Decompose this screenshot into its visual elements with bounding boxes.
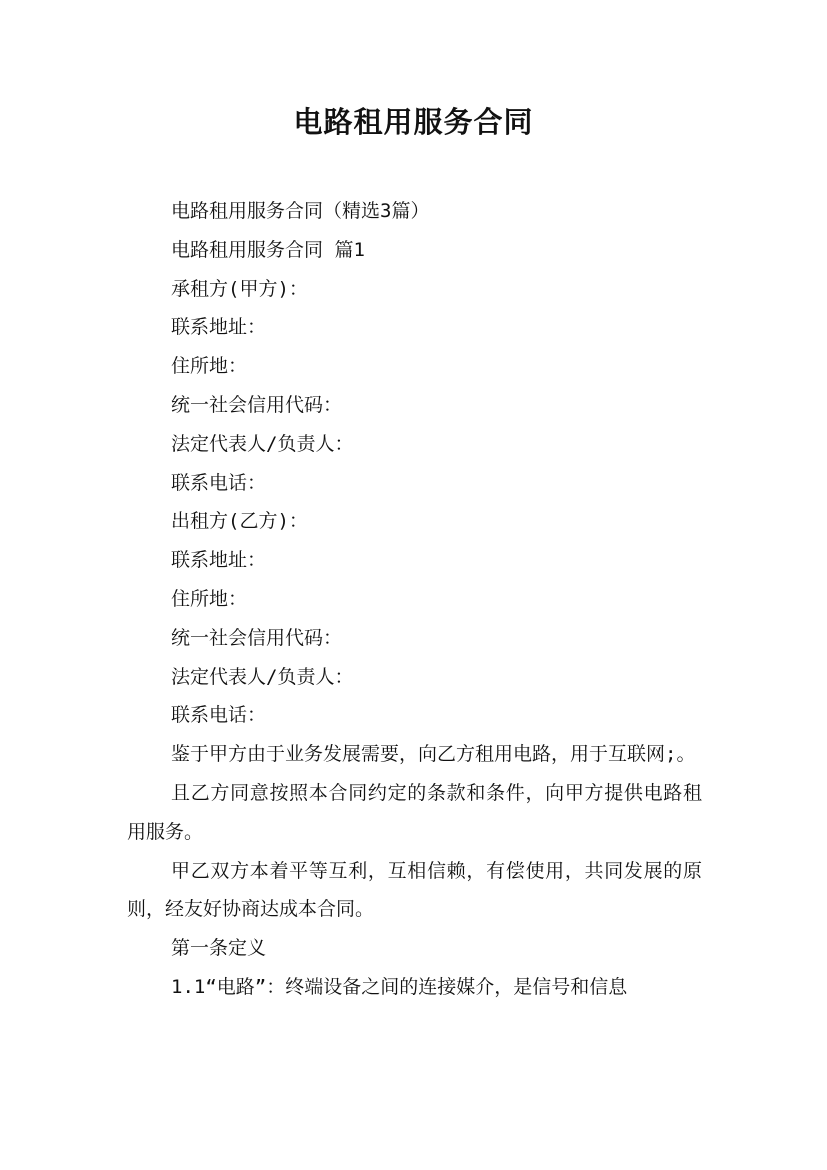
party-a-representative: 法定代表人/负责人： [171,432,354,455]
party-a-phone: 联系电话： [171,471,267,494]
party-a-domicile: 住所地： [171,355,248,378]
party-b-phone: 联系电话： [171,704,267,727]
party-a-label: 承租方(甲方)： [171,277,308,300]
document-body [127,192,702,1007]
doc-subtitle: 电路租用服务合同（精选3篇） [171,200,430,222]
article-heading: 第一条定义 [171,937,267,960]
party-a-credit-code: 统一社会信用代码： [171,393,343,416]
party-a-address: 联系地址： [171,316,267,339]
clause-paragraph: 1.1“电路”：终端设备之间的连接媒介，是信号和信息 [171,975,628,998]
party-b-representative: 法定代表人/负责人： [171,665,354,688]
party-b-domicile: 住所地： [171,587,248,610]
section-heading: 电路租用服务合同 篇1 [171,238,365,261]
party-b-credit-code: 统一社会信用代码： [171,626,343,649]
body-paragraph: 甲乙双方本着平等互利，互相信赖，有偿使用，共同发展的原则，经友好协商达成本合同。 [127,859,702,921]
document-title: 电路租用服务合同 [293,105,534,139]
party-b-label: 出租方(乙方)： [171,510,308,533]
body-paragraph: 且乙方同意按照本合同约定的条款和条件，向甲方提供电路租用服务。 [127,781,702,843]
body-paragraph: 鉴于甲方由于业务发展需要，向乙方租用电路，用于互联网;。 [171,743,696,766]
party-b-address: 联系地址： [171,549,267,572]
